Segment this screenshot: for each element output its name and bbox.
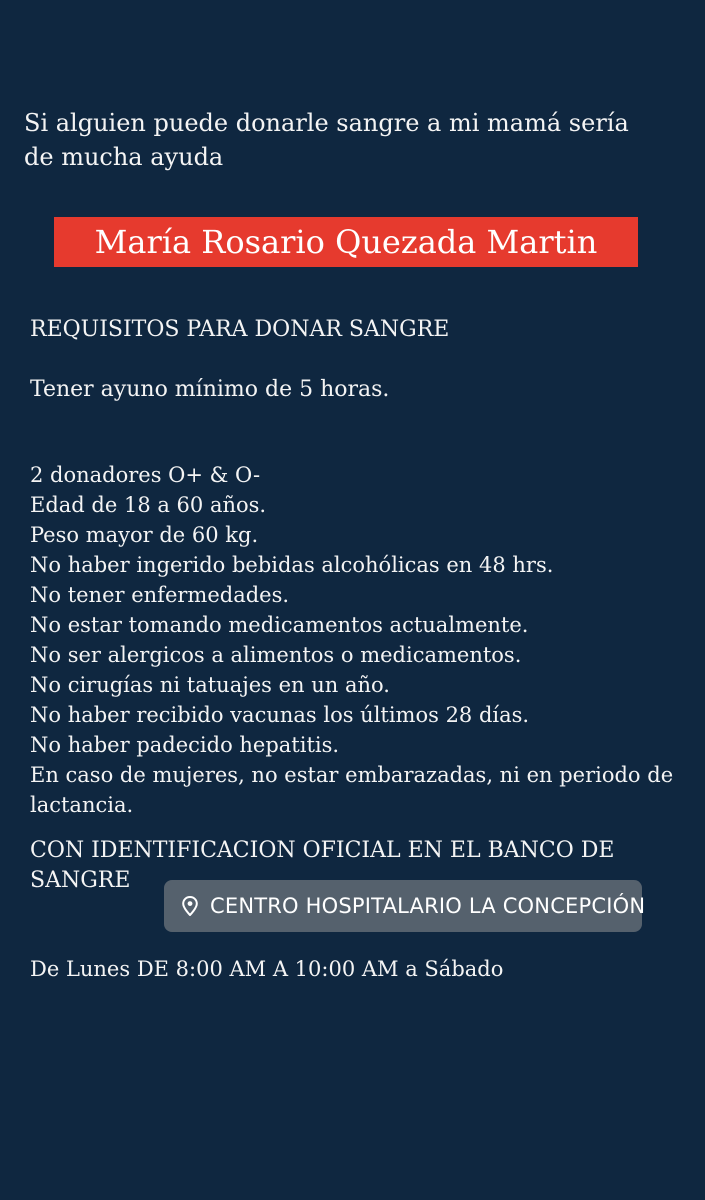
id-note: CON IDENTIFICACION OFICIAL EN EL BANCO DE SANGRE — [30, 838, 615, 893]
location-label: CENTRO HOSPITALARIO LA CONCEPCIÓN — [210, 894, 646, 918]
requirement-item: No tener enfermedades. — [30, 583, 290, 607]
location-pin-icon — [182, 896, 198, 916]
schedule-text: De Lunes DE 8:00 AM A 10:00 AM a Sábado — [30, 957, 504, 981]
intro-text: Si alguien puede donarle sangre a mi mamá sería de mucha ayuda — [24, 109, 629, 171]
requirement-item: No haber padecido hepatitis. — [30, 733, 340, 757]
requirements-list — [30, 460, 690, 820]
patient-name-highlight: María Rosario Quezada Martin — [54, 217, 638, 267]
requirement-item: No haber recibido vacunas los últimos 28 días. — [30, 703, 530, 727]
requirement-item: 2 donadores O+ & O- — [30, 463, 261, 487]
requirement-item: Edad de 18 a 60 años. — [30, 493, 267, 517]
requirement-item: No estar tomando medicamentos actualmente. — [30, 613, 529, 637]
requirements-title: REQUISITOS PARA DONAR SANGRE — [30, 317, 450, 342]
requirement-item: En caso de mujeres, no estar embarazadas, ni en periodo de lactancia. — [30, 763, 674, 817]
requirement-item: Peso mayor de 60 kg. — [30, 523, 259, 547]
requirement-item: No haber ingerido bebidas alcohólicas en 48 hrs. — [30, 553, 554, 577]
fasting-note: Tener ayuno mínimo de 5 horas. — [30, 377, 390, 402]
requirement-item: No cirugías ni tatuajes en un año. — [30, 673, 390, 697]
requirement-item: No ser alergicos a alimentos o medicamentos. — [30, 643, 522, 667]
location-sticker[interactable] — [164, 880, 646, 932]
